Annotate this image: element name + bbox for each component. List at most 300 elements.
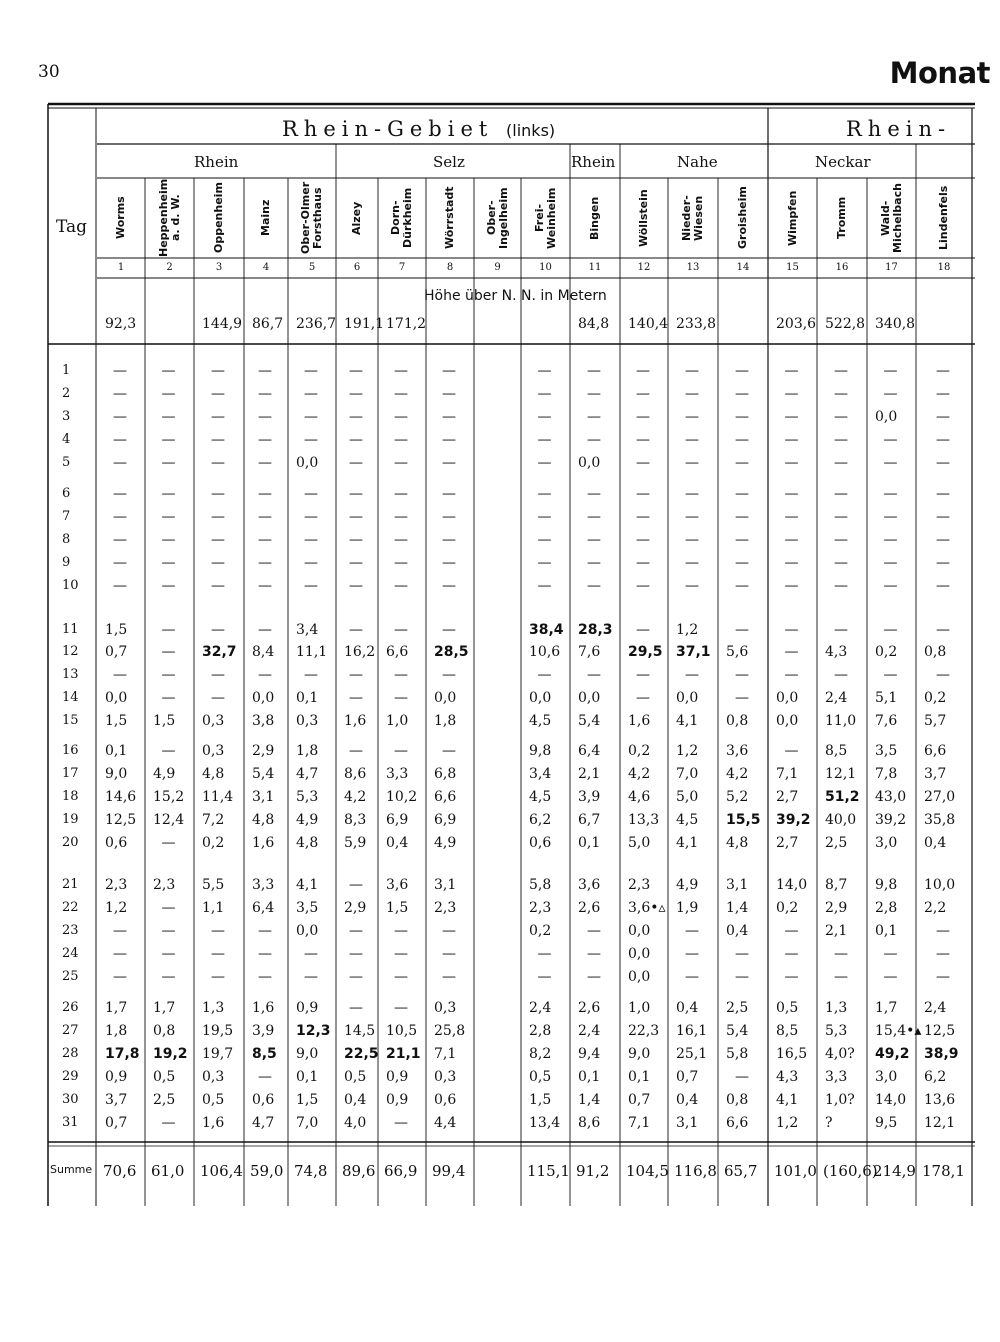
table-cell: 1,5 bbox=[153, 713, 176, 729]
table-cell: — bbox=[735, 363, 749, 379]
table-cell: — bbox=[834, 486, 848, 502]
table-cell: 12,1 bbox=[924, 1115, 956, 1131]
table-cell: — bbox=[883, 969, 898, 985]
table-cell: — bbox=[394, 946, 408, 962]
table-cell: 0,1 bbox=[105, 743, 128, 759]
table-cell: — bbox=[211, 432, 225, 448]
table-cell: 0,9 bbox=[105, 1069, 128, 1085]
summe-value: 70,6 bbox=[103, 1162, 137, 1180]
table-cell: — bbox=[349, 363, 363, 379]
station-name: Dorn- Dürkheim bbox=[389, 187, 414, 249]
table-cell: 3,0 bbox=[875, 1069, 898, 1085]
table-cell: 6,9 bbox=[386, 812, 409, 828]
day-number: 20 bbox=[62, 835, 79, 850]
column-number: 12 bbox=[637, 262, 651, 273]
table-cell: 0,0 bbox=[529, 690, 552, 706]
table-cell: — bbox=[834, 509, 848, 525]
table-cell: — bbox=[161, 900, 176, 916]
table-cell: 5,8 bbox=[726, 1046, 749, 1062]
table-cell: 0,7 bbox=[628, 1092, 651, 1108]
station-height: 191,1 bbox=[344, 316, 385, 332]
table-cell: — bbox=[883, 455, 898, 471]
table-cell: 2,4 bbox=[529, 1000, 552, 1016]
table-cell: 39,2 bbox=[875, 812, 907, 828]
table-cell: 9,0 bbox=[105, 766, 128, 782]
table-cell: — bbox=[883, 555, 898, 571]
table-cell: — bbox=[587, 946, 601, 962]
table-cell: — bbox=[735, 386, 749, 402]
table-cell: — bbox=[211, 555, 225, 571]
table-cell: 0,9 bbox=[296, 1000, 319, 1016]
table-cell: — bbox=[636, 690, 650, 706]
summe-value: 104,5 bbox=[626, 1162, 669, 1180]
table-cell: 7,1 bbox=[628, 1115, 651, 1131]
table-cell: 2,3 bbox=[434, 900, 457, 916]
table-cell: 2,3 bbox=[153, 877, 176, 893]
table-cell: — bbox=[735, 432, 749, 448]
table-cell: — bbox=[735, 509, 749, 525]
table-cell: 4,9 bbox=[434, 835, 457, 851]
table-cell: — bbox=[211, 486, 225, 502]
table-cell: — bbox=[936, 946, 950, 962]
table-cell: 0,4 bbox=[676, 1000, 699, 1016]
table-cell: — bbox=[636, 532, 650, 548]
table-cell: — bbox=[394, 622, 408, 638]
table-cell: 51,2 bbox=[825, 789, 860, 805]
table-cell: 17,8 bbox=[105, 1046, 140, 1062]
table-cell: 4,5 bbox=[529, 789, 552, 805]
table-cell: 14,0 bbox=[776, 877, 808, 893]
table-cell: 0,0 bbox=[434, 690, 457, 706]
table-cell: — bbox=[161, 409, 176, 425]
table-cell: 3,1 bbox=[726, 877, 749, 893]
table-cell: 8,6 bbox=[578, 1115, 601, 1131]
summe-value: 178,1 bbox=[922, 1162, 965, 1180]
table-cell: — bbox=[685, 969, 699, 985]
table-cell: — bbox=[936, 667, 950, 683]
table-cell: 4,1 bbox=[776, 1092, 799, 1108]
table-cell: — bbox=[211, 969, 225, 985]
table-cell: — bbox=[211, 386, 225, 402]
table-cell: 2,5 bbox=[153, 1092, 176, 1108]
table-cell: — bbox=[442, 486, 456, 502]
table-cell: — bbox=[784, 644, 799, 660]
table-cell: 5,6 bbox=[726, 644, 749, 660]
table-cell: 6,6 bbox=[434, 789, 457, 805]
table-cell: 38,4 bbox=[529, 622, 564, 638]
table-cell: 8,5 bbox=[825, 743, 848, 759]
table-cell: 3,7 bbox=[924, 766, 947, 782]
table-cell: 4,0 bbox=[344, 1115, 367, 1131]
table-cell: 12,3 bbox=[296, 1023, 331, 1039]
table-cell: — bbox=[735, 667, 749, 683]
station-name: Wörrstadt bbox=[443, 186, 456, 250]
table-cell: — bbox=[258, 409, 272, 425]
table-cell: 27,0 bbox=[924, 789, 956, 805]
table-cell: 0,0 bbox=[628, 969, 651, 985]
table-cell: 2,5 bbox=[825, 835, 848, 851]
table-cell: 4,3 bbox=[825, 644, 848, 660]
column-number: 2 bbox=[166, 262, 173, 273]
table-cell: — bbox=[304, 532, 318, 548]
table-cell: 0,4 bbox=[676, 1092, 699, 1108]
summe-value: (160,6) bbox=[823, 1162, 878, 1180]
table-cell: 2,6 bbox=[578, 1000, 601, 1016]
table-cell: — bbox=[161, 1115, 176, 1131]
table-cell: 4,1 bbox=[676, 835, 699, 851]
table-cell: 5,1 bbox=[875, 690, 898, 706]
day-number: 8 bbox=[62, 532, 71, 547]
table-cell: 0,0 bbox=[628, 923, 651, 939]
table-cell: — bbox=[349, 743, 363, 759]
station-height: 233,8 bbox=[676, 316, 717, 332]
table-cell: — bbox=[537, 455, 552, 471]
table-cell: — bbox=[936, 532, 950, 548]
table-cell: — bbox=[834, 578, 848, 594]
table-cell: — bbox=[442, 455, 456, 471]
table-cell: 0,0 bbox=[776, 713, 799, 729]
table-cell: 16,5 bbox=[776, 1046, 808, 1062]
table-cell: 0,0 bbox=[875, 409, 898, 425]
table-cell: 6,4 bbox=[578, 743, 601, 759]
table-cell: — bbox=[211, 690, 225, 706]
table-cell: — bbox=[258, 578, 272, 594]
column-number: 14 bbox=[736, 262, 750, 273]
table-cell: — bbox=[636, 555, 650, 571]
table-cell: — bbox=[258, 486, 272, 502]
table-cell: — bbox=[349, 667, 363, 683]
table-cell: 21,1 bbox=[386, 1046, 421, 1062]
table-cell: — bbox=[685, 578, 699, 594]
table-cell: — bbox=[883, 622, 898, 638]
day-number: 9 bbox=[62, 555, 71, 570]
table-cell: — bbox=[349, 409, 363, 425]
column-number: 1 bbox=[117, 262, 125, 273]
table-cell: 1,8 bbox=[296, 743, 319, 759]
table-cell: — bbox=[537, 386, 552, 402]
table-cell: 4,4 bbox=[434, 1115, 457, 1131]
table-cell: 14,5 bbox=[344, 1023, 376, 1039]
table-cell: — bbox=[936, 555, 950, 571]
table-cell: 1,6 bbox=[628, 713, 651, 729]
table-cell: 0,8 bbox=[726, 1092, 749, 1108]
table-cell: 4,5 bbox=[676, 812, 699, 828]
table-cell: 1,5 bbox=[105, 622, 128, 638]
table-cell: 6,4 bbox=[252, 900, 275, 916]
table-cell: — bbox=[211, 532, 225, 548]
table-cell: — bbox=[784, 486, 799, 502]
column-number: 6 bbox=[353, 262, 361, 273]
table-cell: — bbox=[349, 432, 363, 448]
table-cell: 0,2 bbox=[628, 743, 651, 759]
table-cell: 2,5 bbox=[726, 1000, 749, 1016]
table-cell: — bbox=[304, 946, 318, 962]
table-cell: 4,5 bbox=[529, 713, 552, 729]
table-cell: — bbox=[587, 969, 601, 985]
subgroup-selz: Selz bbox=[433, 153, 465, 171]
table-cell: 0,0 bbox=[676, 690, 699, 706]
table-cell: 11,1 bbox=[296, 644, 328, 660]
table-cell: — bbox=[685, 923, 699, 939]
table-cell: 4,8 bbox=[726, 835, 749, 851]
day-number: 19 bbox=[62, 812, 79, 827]
table-cell: 3,4 bbox=[296, 622, 319, 638]
table-cell: 5,3 bbox=[296, 789, 319, 805]
table-cell: 11,0 bbox=[825, 713, 857, 729]
table-cell: — bbox=[685, 455, 699, 471]
month-label: Monat bbox=[889, 56, 990, 90]
table-cell: 25,1 bbox=[676, 1046, 708, 1062]
summe-value: 61,0 bbox=[151, 1162, 185, 1180]
table-cell: — bbox=[161, 386, 176, 402]
table-cell: 0,1 bbox=[578, 1069, 601, 1085]
table-cell: — bbox=[258, 946, 272, 962]
day-number: 16 bbox=[62, 743, 79, 758]
table-cell: — bbox=[735, 969, 749, 985]
table-cell: — bbox=[349, 555, 363, 571]
day-number: 15 bbox=[62, 713, 79, 728]
table-cell: — bbox=[113, 455, 127, 471]
table-cell: — bbox=[211, 455, 225, 471]
table-cell: 0,1 bbox=[578, 835, 601, 851]
table-cell: 9,0 bbox=[296, 1046, 319, 1062]
table-cell: — bbox=[161, 835, 176, 851]
table-cell: 1,9 bbox=[676, 900, 699, 916]
table-cell: 10,2 bbox=[386, 789, 418, 805]
table-cell: — bbox=[349, 455, 363, 471]
table-cell: — bbox=[735, 622, 749, 638]
table-cell: — bbox=[304, 667, 318, 683]
day-number: 27 bbox=[62, 1023, 79, 1038]
table-cell: 0,2 bbox=[202, 835, 225, 851]
table-cell: 4,7 bbox=[252, 1115, 275, 1131]
subgroup-neckar: Neckar bbox=[815, 153, 871, 171]
table-cell: 0,3 bbox=[434, 1069, 457, 1085]
station-height: 522,8 bbox=[825, 316, 866, 332]
table-cell: 4,8 bbox=[202, 766, 225, 782]
table-cell: — bbox=[394, 409, 408, 425]
day-number: 21 bbox=[62, 877, 79, 892]
table-cell: — bbox=[636, 363, 650, 379]
table-cell: — bbox=[936, 509, 950, 525]
table-cell: — bbox=[883, 667, 898, 683]
table-cell: 1,5 bbox=[386, 900, 409, 916]
table-cell: 2,4 bbox=[924, 1000, 947, 1016]
table-cell: — bbox=[113, 486, 127, 502]
table-cell: — bbox=[883, 532, 898, 548]
table-cell: 2,7 bbox=[776, 835, 799, 851]
table-cell: — bbox=[258, 363, 272, 379]
day-number: 24 bbox=[62, 946, 79, 961]
table-cell: 3,6 bbox=[386, 877, 409, 893]
table-cell: 0,2 bbox=[924, 690, 947, 706]
table-cell: — bbox=[537, 667, 552, 683]
table-cell: 3,3 bbox=[252, 877, 275, 893]
table-cell: 32,7 bbox=[202, 644, 237, 660]
table-cell: 0,0 bbox=[296, 923, 319, 939]
station-name: Wald- Michelbach bbox=[878, 183, 904, 253]
table-cell: — bbox=[442, 555, 456, 571]
table-cell: — bbox=[258, 509, 272, 525]
table-cell: — bbox=[784, 532, 799, 548]
table-cell: 3,6•▵ bbox=[628, 900, 666, 916]
height-caption: Höhe über N. N. in Metern bbox=[424, 288, 607, 304]
table-cell: — bbox=[394, 578, 408, 594]
station-height: 203,6 bbox=[776, 316, 817, 332]
table-cell: — bbox=[834, 667, 848, 683]
day-number: 29 bbox=[62, 1069, 79, 1084]
summe-value: 214,9 bbox=[873, 1162, 916, 1180]
table-cell: — bbox=[113, 363, 127, 379]
table-cell: 29,5 bbox=[628, 644, 663, 660]
table-cell: 13,4 bbox=[529, 1115, 561, 1131]
station-name: Alzey bbox=[350, 201, 363, 235]
table-cell: 3,1 bbox=[676, 1115, 699, 1131]
table-cell: 2,8 bbox=[529, 1023, 552, 1039]
table-cell: — bbox=[304, 363, 318, 379]
table-cell: — bbox=[349, 877, 363, 893]
table-cell: — bbox=[258, 532, 272, 548]
table-cell: 1,4 bbox=[726, 900, 749, 916]
summe-value: 116,8 bbox=[674, 1162, 717, 1180]
table-cell: 1,6 bbox=[252, 835, 275, 851]
table-cell: — bbox=[442, 363, 456, 379]
table-cell: — bbox=[442, 923, 456, 939]
day-number: 11 bbox=[62, 622, 79, 637]
table-cell: — bbox=[784, 555, 799, 571]
table-cell: — bbox=[936, 386, 950, 402]
table-cell: — bbox=[636, 622, 650, 638]
table-cell: — bbox=[394, 386, 408, 402]
table-cell: 0,8 bbox=[153, 1023, 176, 1039]
table-cell: 5,4 bbox=[726, 1023, 749, 1039]
table-cell: — bbox=[587, 578, 601, 594]
column-number: 15 bbox=[786, 262, 799, 273]
table-cell: — bbox=[936, 622, 950, 638]
table-cell: 2,9 bbox=[825, 900, 848, 916]
table-cell: — bbox=[834, 409, 848, 425]
table-cell: 4,6 bbox=[628, 789, 651, 805]
table-cell: 1,2 bbox=[676, 622, 699, 638]
table-cell: — bbox=[936, 486, 950, 502]
table-cell: 1,2 bbox=[105, 900, 128, 916]
table-cell: — bbox=[161, 432, 176, 448]
table-cell: 5,9 bbox=[344, 835, 367, 851]
table-cell: 2,9 bbox=[344, 900, 367, 916]
column-number: 17 bbox=[885, 262, 898, 273]
table-cell: 4,9 bbox=[153, 766, 176, 782]
table-cell: 1,5 bbox=[105, 713, 128, 729]
table-cell: 3,6 bbox=[726, 743, 749, 759]
table-cell: — bbox=[349, 1000, 363, 1016]
table-cell: 10,6 bbox=[529, 644, 561, 660]
table-cell: — bbox=[258, 555, 272, 571]
table-cell: — bbox=[349, 386, 363, 402]
table-cell: 0,2 bbox=[529, 923, 552, 939]
table-cell: — bbox=[349, 622, 363, 638]
table-cell: 0,3 bbox=[434, 1000, 457, 1016]
table-cell: 2,1 bbox=[825, 923, 848, 939]
table-cell: — bbox=[349, 969, 363, 985]
table-cell: 0,5 bbox=[202, 1092, 225, 1108]
table-cell: 7,6 bbox=[578, 644, 601, 660]
table-cell: 0,8 bbox=[726, 713, 749, 729]
table-cell: — bbox=[113, 578, 127, 594]
table-cell: — bbox=[735, 1069, 749, 1085]
region-left-title: Rhein-Gebiet bbox=[282, 117, 494, 141]
table-cell: — bbox=[394, 690, 408, 706]
table-cell: — bbox=[442, 578, 456, 594]
table-cell: 2,3 bbox=[105, 877, 128, 893]
table-cell: — bbox=[784, 432, 799, 448]
table-cell: — bbox=[394, 1000, 408, 1016]
table-cell: — bbox=[394, 743, 408, 759]
table-cell: 0,1 bbox=[296, 690, 319, 706]
table-cell: 0,9 bbox=[386, 1092, 409, 1108]
station-name: Frei- Weinheim bbox=[532, 187, 558, 249]
table-cell: 1,8 bbox=[105, 1023, 128, 1039]
table-cell: 1,0? bbox=[825, 1092, 855, 1108]
table-cell: — bbox=[161, 622, 176, 638]
table-cell: — bbox=[784, 386, 799, 402]
table-cell: — bbox=[113, 509, 127, 525]
table-cell: — bbox=[784, 578, 799, 594]
table-cell: 1,1 bbox=[202, 900, 225, 916]
summe-value: 59,0 bbox=[250, 1162, 284, 1180]
table-cell: — bbox=[685, 509, 699, 525]
table-cell: 8,5 bbox=[252, 1046, 277, 1062]
day-number: 12 bbox=[62, 644, 79, 659]
table-cell: 9,5 bbox=[875, 1115, 898, 1131]
table-cell: 0,5 bbox=[776, 1000, 799, 1016]
day-number: 6 bbox=[62, 486, 71, 501]
table-cell: — bbox=[113, 532, 127, 548]
table-cell: — bbox=[442, 946, 456, 962]
table-cell: — bbox=[784, 509, 799, 525]
table-cell: — bbox=[394, 455, 408, 471]
table-cell: — bbox=[834, 532, 848, 548]
table-cell: — bbox=[258, 1069, 272, 1085]
station-name: Groisheim bbox=[736, 186, 749, 250]
table-cell: — bbox=[258, 455, 272, 471]
table-cell: — bbox=[349, 486, 363, 502]
table-cell: 19,7 bbox=[202, 1046, 234, 1062]
table-cell: — bbox=[304, 409, 318, 425]
table-cell: — bbox=[936, 432, 950, 448]
table-cell: 22,5 bbox=[344, 1046, 379, 1062]
column-number: 11 bbox=[588, 262, 602, 273]
page-number: 30 bbox=[38, 62, 60, 82]
table-cell: — bbox=[636, 455, 650, 471]
table-cell: 8,6 bbox=[344, 766, 367, 782]
table-cell: — bbox=[834, 622, 848, 638]
table-cell: — bbox=[349, 509, 363, 525]
table-cell: 0,8 bbox=[924, 644, 947, 660]
table-cell: — bbox=[936, 923, 950, 939]
station-name: Wöllstein bbox=[637, 189, 650, 247]
table-cell: 7,0 bbox=[296, 1115, 319, 1131]
table-cell: — bbox=[537, 363, 552, 379]
table-cell: 3,9 bbox=[578, 789, 601, 805]
table-cell: 10,5 bbox=[386, 1023, 418, 1039]
day-number: 10 bbox=[62, 578, 79, 593]
table-cell: — bbox=[349, 690, 363, 706]
table-cell: — bbox=[211, 409, 225, 425]
table-cell: — bbox=[587, 486, 601, 502]
region-rhein-right: Rhein- bbox=[846, 117, 952, 141]
table-cell: — bbox=[113, 923, 127, 939]
station-height: 84,8 bbox=[578, 316, 610, 332]
